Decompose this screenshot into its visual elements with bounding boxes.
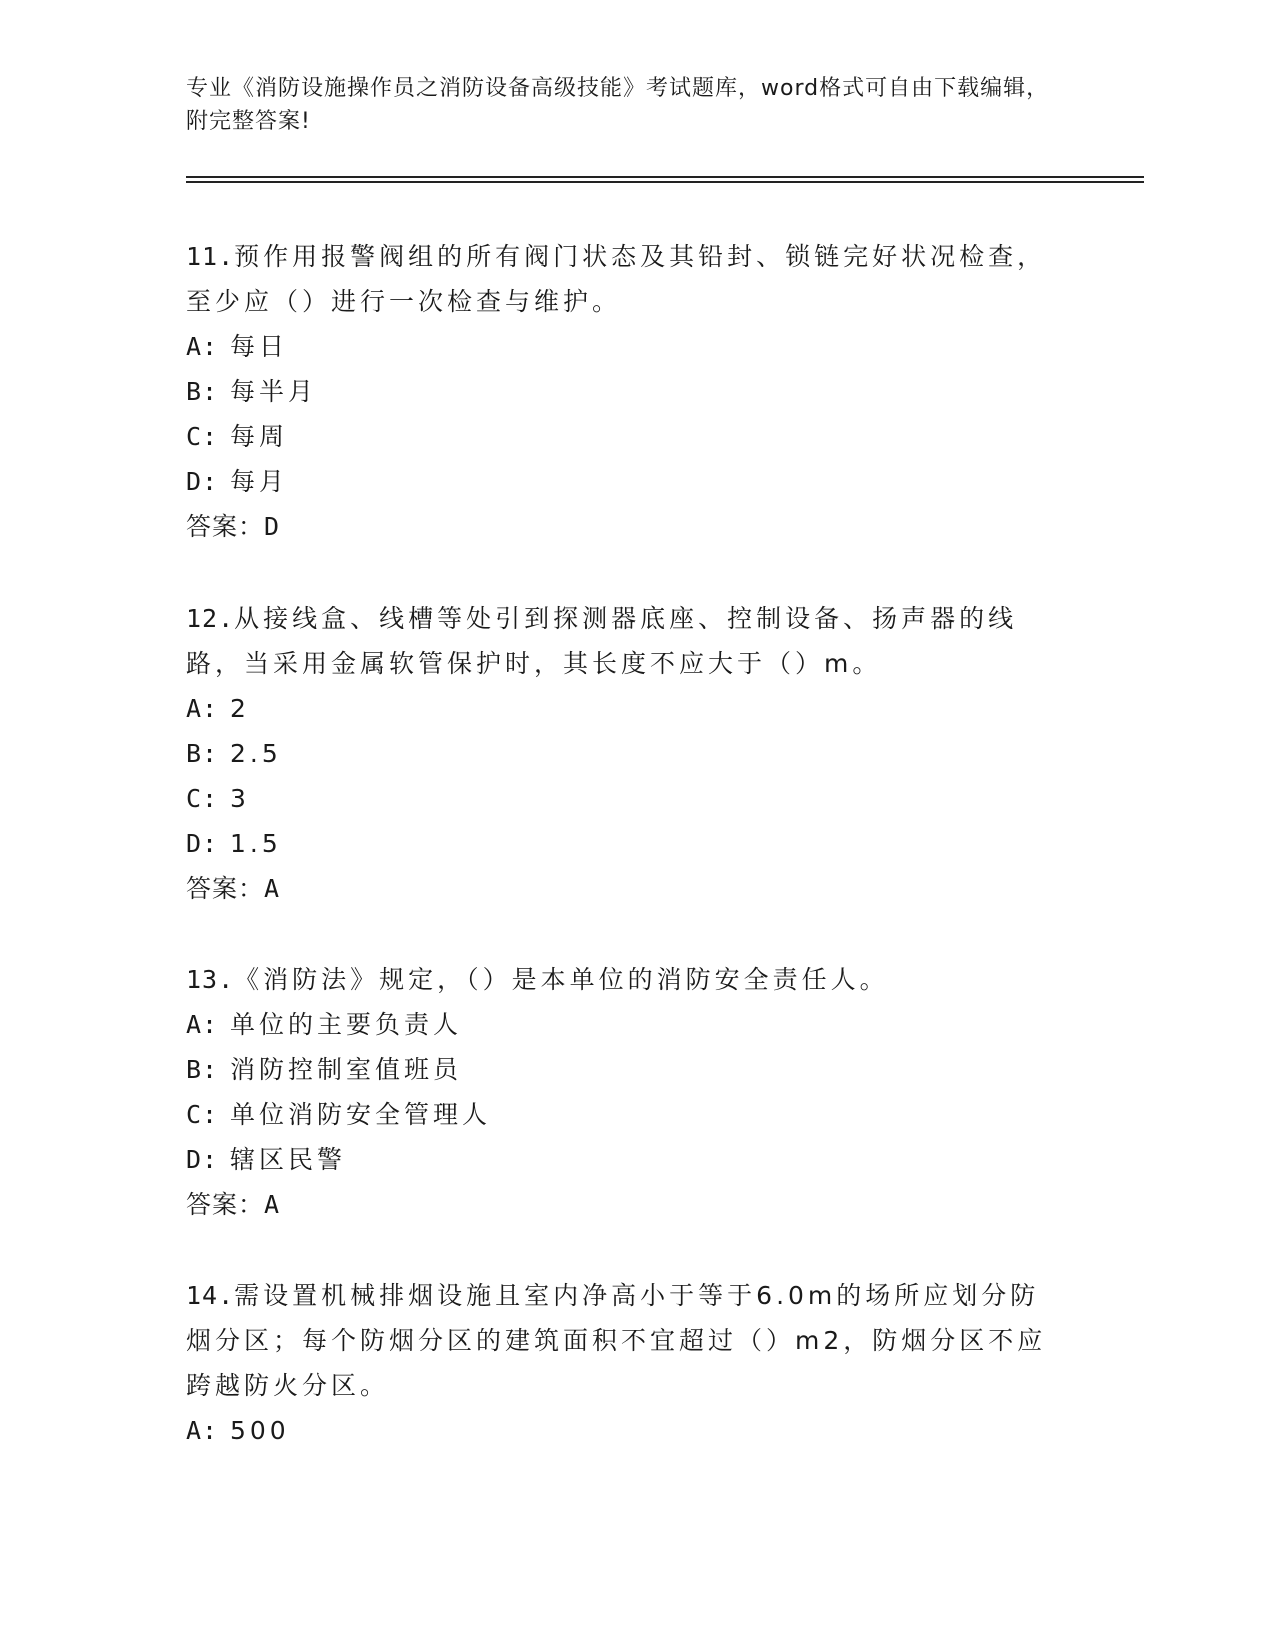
answer-label: 答案：: [186, 512, 265, 541]
option-c: [186, 414, 1066, 459]
question-stem: [186, 1273, 1066, 1408]
question-stem: [186, 596, 1066, 686]
question-14: [186, 1273, 1066, 1453]
option-letter: B:: [186, 739, 219, 768]
option-letter: C:: [186, 422, 219, 451]
question-text: 预作用报警阀组的所有阀门状态及其铅封、锁链完好状况检查，至少应（）进行一次检查与维护。: [186, 242, 1047, 316]
option-text: 每周: [230, 422, 289, 451]
answer-line: [186, 1182, 1066, 1227]
option-d: [186, 459, 1066, 504]
question-text: 从接线盒、线槽等处引到探测器底座、控制设备、扬声器的线路，当采用金属软管保护时，其长度不应大于（）m。: [186, 604, 1018, 678]
option-text: 辖区民警: [230, 1145, 347, 1174]
question-12: [186, 596, 1066, 911]
option-letter: D:: [186, 467, 219, 496]
option-c: [186, 776, 1066, 821]
answer-value: D: [264, 512, 281, 541]
question-number: 13.: [186, 965, 235, 994]
option-text: 2.5: [230, 739, 282, 768]
option-text: 每日: [230, 332, 289, 361]
answer-label: 答案：: [186, 874, 265, 903]
option-text: 单位消防安全管理人: [230, 1100, 492, 1129]
question-stem: [186, 234, 1066, 324]
option-letter: B:: [186, 1055, 219, 1084]
option-text: 2: [230, 694, 250, 723]
option-b: [186, 731, 1066, 776]
option-text: 3: [230, 784, 250, 813]
question-stem: [186, 957, 1066, 1002]
answer-value: A: [264, 874, 281, 903]
option-a: [186, 324, 1066, 369]
option-d: [186, 1137, 1066, 1182]
question-text: 需设置机械排烟设施且室内净高小于等于6.0m的场所应划分防烟分区；每个防烟分区的建筑面积不宜超过（）m2，防烟分区不应跨越防火分区。: [186, 1281, 1047, 1400]
option-letter: A:: [186, 694, 219, 723]
option-text: 1.5: [230, 829, 282, 858]
answer-line: [186, 504, 1066, 549]
option-letter: A:: [186, 332, 219, 361]
option-text: 500: [230, 1416, 290, 1445]
option-letter: D:: [186, 1145, 219, 1174]
option-letter: A:: [186, 1010, 219, 1039]
option-a: [186, 686, 1066, 731]
answer-value: A: [264, 1190, 281, 1219]
question-text: 《消防法》规定，（）是本单位的消防安全责任人。: [234, 965, 889, 994]
option-a: [186, 1408, 1066, 1453]
option-text: 每半月: [230, 377, 318, 406]
option-d: [186, 821, 1066, 866]
header-divider-top: [186, 176, 1144, 178]
option-letter: C:: [186, 1100, 219, 1129]
option-letter: A:: [186, 1416, 219, 1445]
option-a: [186, 1002, 1066, 1047]
option-letter: C:: [186, 784, 219, 813]
document-header: 专业《消防设施操作员之消防设备高级技能》考试题库，word格式可自由下载编辑，附完整答案!: [186, 76, 1050, 134]
question-number: 11.: [186, 242, 235, 271]
option-c: [186, 1092, 1066, 1137]
option-letter: B:: [186, 377, 219, 406]
question-number: 12.: [186, 604, 235, 633]
option-text: 每月: [230, 467, 289, 496]
option-b: [186, 369, 1066, 414]
option-letter: D:: [186, 829, 219, 858]
option-text: 消防控制室值班员: [230, 1055, 463, 1084]
question-13: [186, 957, 1066, 1227]
option-b: [186, 1047, 1066, 1092]
question-number: 14.: [186, 1281, 235, 1310]
option-text: 单位的主要负责人: [230, 1010, 463, 1039]
question-11: [186, 234, 1066, 549]
header-divider-bottom: [186, 181, 1144, 183]
answer-line: [186, 866, 1066, 911]
answer-label: 答案：: [186, 1190, 265, 1219]
